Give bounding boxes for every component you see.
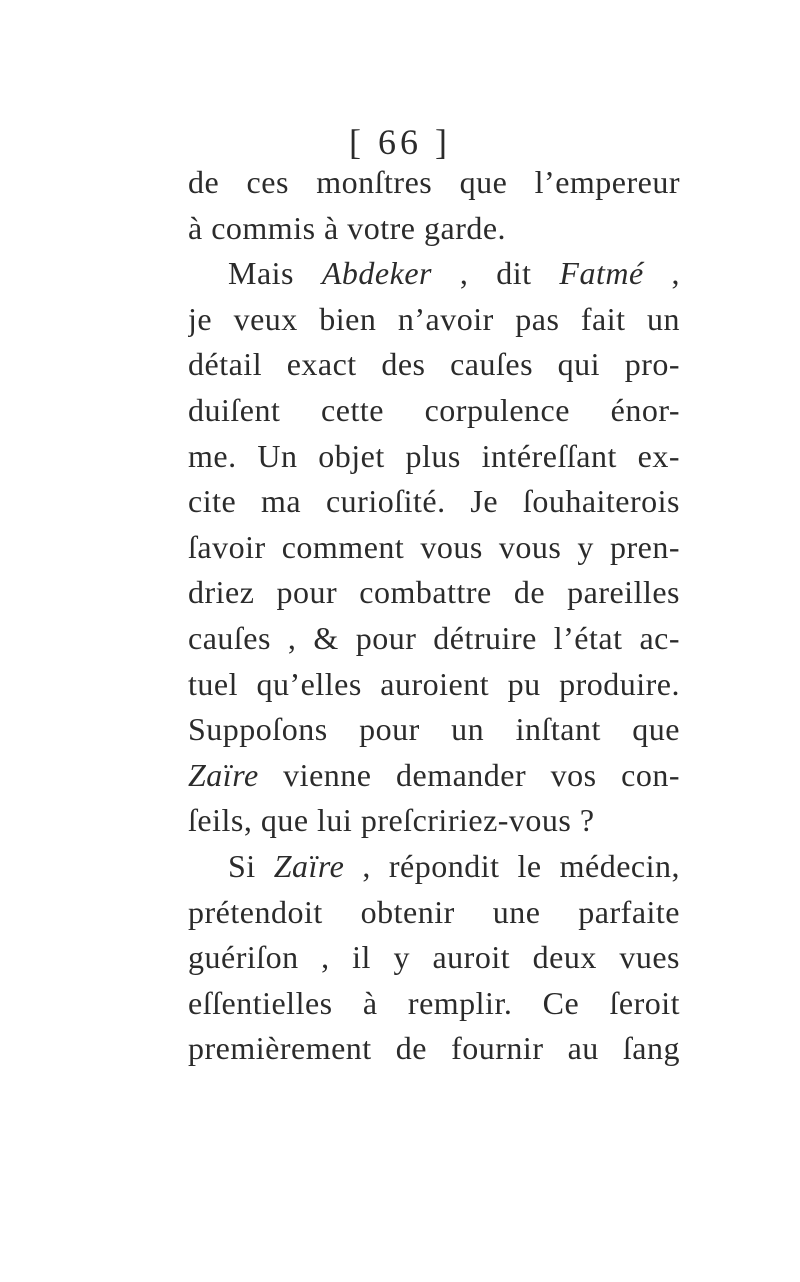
text-line: de ces monſtres que l’empereur <box>188 164 680 200</box>
text-line: je veux bien n’avoir pas fait un <box>188 300 680 337</box>
text-line: ſavoir comment vous vous y pren- <box>188 528 680 565</box>
italic-name: Zaïre <box>188 756 259 793</box>
text-line: premièrement de fournir au ſang <box>188 1030 680 1067</box>
italic-name: Zaïre <box>273 847 345 884</box>
text-line: ſeils, que lui preſcririez-vous ? <box>188 802 595 839</box>
text-line: guériſon , il y auroit deux vues <box>188 939 680 976</box>
text-line: cite ma curioſité. Je ſouhaiterois <box>188 483 680 520</box>
text-line: prétendoit obtenir une parfaite <box>188 893 680 930</box>
italic-name: Abdeker <box>321 255 432 292</box>
text-line: Suppoſons pour un inſtant que <box>188 711 680 748</box>
page-body-text <box>188 160 680 1072</box>
text-line: Si Zaïre , répondit le médecin, <box>228 847 680 884</box>
text-line: cauſes , & pour détruire l’état ac- <box>188 619 680 656</box>
text-line: eſſentielles à remplir. Ce ſeroit <box>188 984 680 1021</box>
italic-name: Fatmé <box>559 255 644 292</box>
text-line: duiſent cette corpulence énor- <box>188 391 680 428</box>
text-line: détail exact des cauſes qui pro- <box>188 346 680 383</box>
page-number-header: [ 66 ] <box>349 122 451 162</box>
text-line: driez pour combattre de pareilles <box>188 574 680 611</box>
text-line: Zaïre vienne demander vos con- <box>188 756 680 793</box>
text-line: tuel qu’elles auroient pu produire. <box>188 665 680 702</box>
text-line: à commis à votre garde. <box>188 209 507 246</box>
text-line: me. Un objet plus intéreſſant ex- <box>188 437 680 474</box>
text-line: Mais Abdeker , dit Fatmé , <box>228 255 680 292</box>
